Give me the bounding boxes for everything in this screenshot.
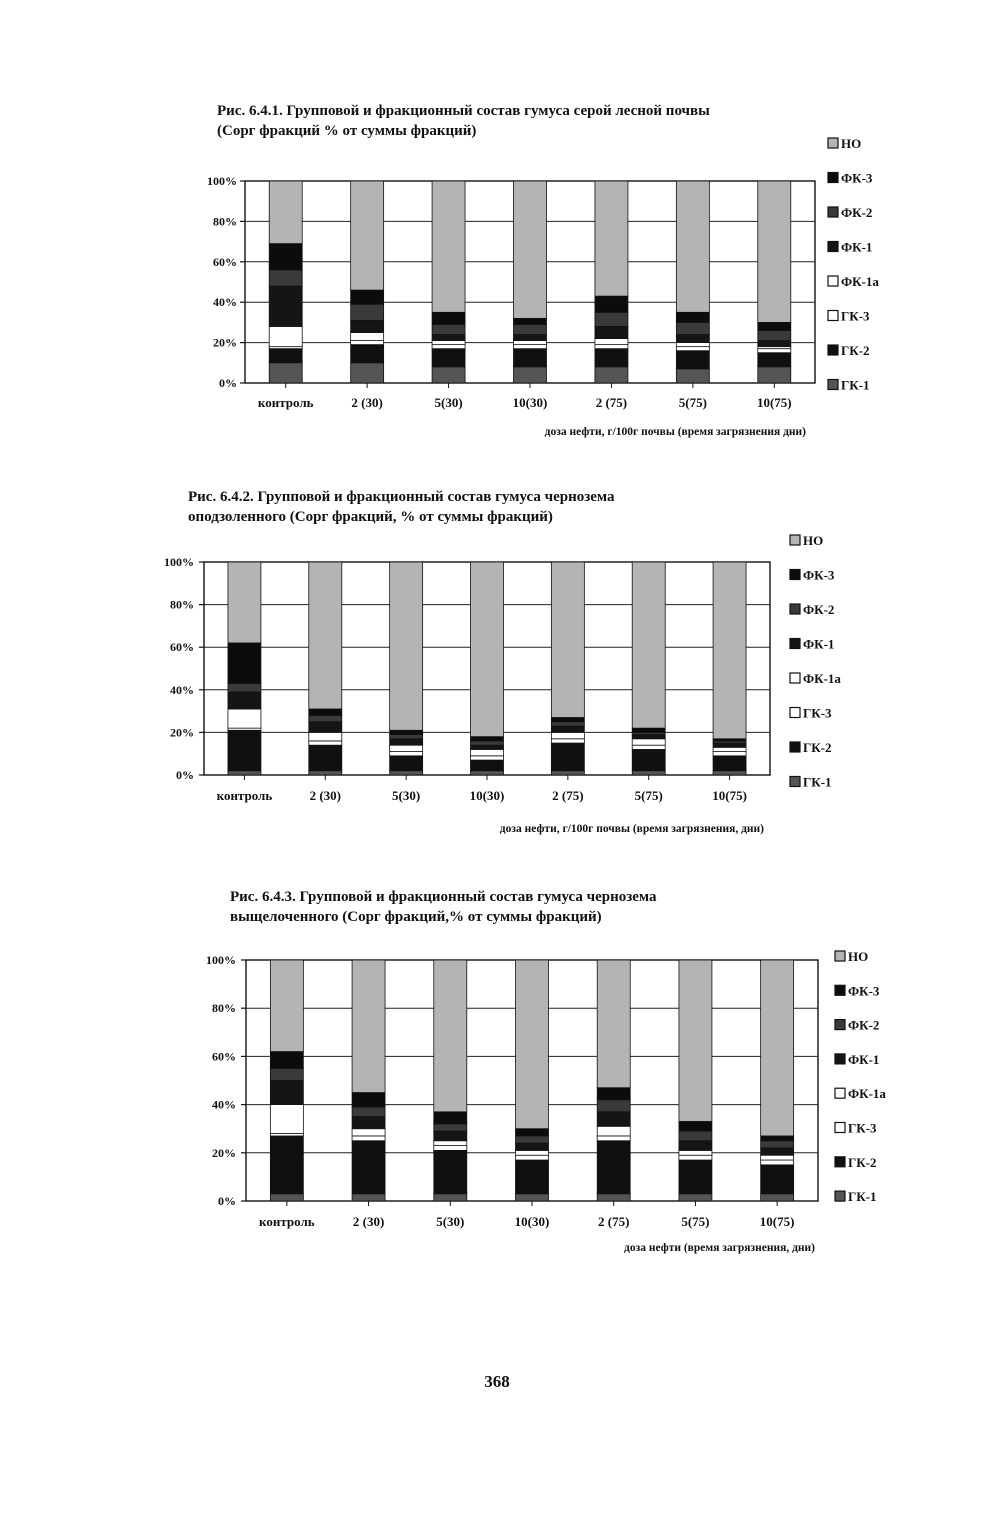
category-label-3: 5(30) — [392, 788, 421, 803]
bar-гк-1-4 — [516, 1194, 549, 1201]
bar-фк-2-6 — [679, 1131, 712, 1141]
bar-гк-3-1 — [270, 1134, 303, 1136]
bar-гк-3-5 — [551, 739, 584, 743]
figure-3-title-line2: выщелоченного (Сорг фракций,% от суммы фракций) — [230, 909, 602, 925]
bar-фк-1а-7 — [713, 747, 746, 751]
legend-swatch-фк-1 — [790, 639, 800, 649]
category-label-1: контроль — [216, 788, 273, 803]
bar-но-7 — [758, 181, 791, 322]
legend-label-гк-3: ГК-3 — [841, 308, 870, 324]
bar-но-6 — [679, 960, 712, 1121]
bar-фк-2-7 — [713, 741, 746, 743]
bar-фк-3-5 — [551, 717, 584, 721]
bar-но-2 — [352, 960, 385, 1093]
bar-гк-1-4 — [471, 771, 504, 775]
bar-гк-2-3 — [390, 756, 423, 771]
bar-фк-2-1 — [269, 270, 302, 286]
plot-area — [204, 562, 770, 775]
bar-гк-1-2 — [352, 1194, 385, 1201]
bar-гк-2-7 — [758, 353, 791, 367]
figure-2-title-line2: оподзоленного (Сорг фракций, % от суммы фракций) — [188, 509, 553, 525]
bar-гк-1-6 — [632, 771, 665, 775]
bar-но-2 — [351, 181, 384, 290]
bar-фк-1а-4 — [516, 1150, 549, 1155]
bar-фк-2-5 — [595, 312, 628, 326]
bar-гк-3-7 — [761, 1160, 794, 1165]
bar-но-5 — [595, 181, 628, 296]
bar-фк-1а-3 — [432, 341, 465, 345]
figure-2-title — [188, 487, 615, 527]
bar-гк-3-4 — [471, 756, 504, 760]
bar-гк-3-1 — [269, 347, 302, 349]
legend-label-гк-2: ГК-2 — [803, 740, 832, 755]
bar-фк-1а-4 — [471, 749, 504, 755]
bar-гк-1-3 — [434, 1194, 467, 1201]
legend-swatch-фк-2 — [790, 604, 800, 614]
bar-фк-1-2 — [309, 722, 342, 733]
bar-фк-1а-1 — [228, 709, 261, 728]
bar-гк-3-6 — [676, 347, 709, 351]
bar-но-5 — [551, 562, 584, 717]
legend-label-фк-2: ФК-2 — [848, 1017, 880, 1033]
bar-фк-3-1 — [228, 643, 261, 683]
legend-swatch-гк-2 — [835, 1157, 845, 1167]
category-label-3: 5(30) — [436, 1214, 465, 1229]
bar-фк-2-5 — [551, 722, 584, 726]
bar-гк-1-6 — [679, 1194, 712, 1201]
bar-но-4 — [516, 960, 549, 1129]
legend-swatch-фк-2 — [828, 207, 838, 217]
legend-label-фк-1: ФК-1 — [848, 1051, 880, 1067]
bar-но-5 — [597, 960, 630, 1088]
bar-фк-3-2 — [351, 290, 384, 304]
bar-фк-2-3 — [434, 1124, 467, 1131]
bar-гк-1-2 — [351, 363, 384, 383]
bar-фк-2-3 — [390, 735, 423, 739]
bar-гк-2-4 — [514, 349, 547, 367]
bar-гк-2-4 — [471, 760, 504, 771]
bar-фк-1а-3 — [434, 1141, 467, 1146]
bar-гк-1-7 — [761, 1194, 794, 1201]
bar-фк-3-6 — [679, 1121, 712, 1131]
bar-фк-3-4 — [516, 1129, 549, 1136]
bar-гк-2-6 — [632, 749, 665, 770]
bar-фк-1а-7 — [761, 1155, 794, 1160]
legend-label-гк-3: ГК-3 — [848, 1120, 877, 1136]
bar-но-4 — [514, 181, 547, 318]
bar-фк-1-5 — [595, 326, 628, 338]
bar-фк-1-7 — [761, 1148, 794, 1155]
bar-гк-3-3 — [390, 752, 423, 756]
x-axis-label: доза нефти, г/100г почвы (время загрязнения дни) — [544, 426, 806, 438]
bar-но-1 — [270, 960, 303, 1052]
y-tick-label: 80% — [213, 214, 237, 229]
bar-но-6 — [632, 562, 665, 728]
y-tick-label: 0% — [219, 376, 237, 390]
bar-фк-1а-5 — [551, 732, 584, 738]
bar-фк-2-4 — [471, 741, 504, 745]
y-tick-label: 100% — [206, 953, 236, 967]
legend-swatch-но — [835, 951, 845, 961]
bar-фк-1-3 — [434, 1131, 467, 1141]
bar-фк-3-4 — [471, 737, 504, 741]
bar-фк-3-5 — [595, 296, 628, 312]
bar-фк-2-7 — [761, 1141, 794, 1148]
y-tick-label: 60% — [170, 640, 194, 655]
bar-фк-1а-1 — [269, 326, 302, 346]
bar-гк-1-3 — [432, 367, 465, 383]
bar-гк-3-7 — [713, 752, 746, 756]
bar-фк-1-4 — [516, 1143, 549, 1150]
bar-гк-1-7 — [758, 367, 791, 383]
bar-фк-2-2 — [309, 715, 342, 721]
category-label-7: 10(75) — [756, 395, 792, 410]
bar-фк-2-6 — [676, 322, 709, 334]
bar-гк-2-7 — [761, 1165, 794, 1194]
legend-swatch-гк-3 — [835, 1123, 845, 1133]
bar-фк-2-5 — [597, 1100, 630, 1112]
bar-гк-1-2 — [309, 771, 342, 775]
bar-гк-1-3 — [390, 771, 423, 775]
bar-гк-1-4 — [514, 367, 547, 383]
legend-label-гк-2: ГК-2 — [841, 343, 870, 358]
bar-фк-1а-7 — [758, 347, 791, 349]
legend-label-но: НО — [803, 533, 824, 548]
bar-гк-1-5 — [595, 367, 628, 383]
bar-фк-1-5 — [597, 1112, 630, 1126]
legend-label-гк-3: ГК-3 — [803, 705, 832, 721]
legend-swatch-гк-2 — [790, 742, 800, 752]
bar-фк-3-3 — [434, 1112, 467, 1124]
figure-3-title-line1: Рис. 6.4.3. Групповой и фракционный состав гумуса чернозема — [230, 889, 657, 905]
y-tick-label: 60% — [213, 254, 237, 269]
bar-гк-1-5 — [597, 1194, 630, 1201]
bar-гк-1-1 — [228, 771, 261, 775]
bar-фк-3-7 — [761, 1136, 794, 1141]
bar-фк-3-1 — [269, 244, 302, 270]
bar-гк-2-3 — [432, 349, 465, 367]
legend-swatch-фк-1а — [835, 1088, 845, 1098]
x-axis-label: доза нефти, г/100г почвы (время загрязнения, дни) — [499, 823, 764, 835]
y-tick-label: 60% — [212, 1049, 236, 1064]
category-label-6: 5(75) — [681, 1214, 710, 1229]
bar-гк-2-6 — [679, 1160, 712, 1194]
legend-label-фк-3: ФК-3 — [803, 567, 835, 583]
legend-label-фк-1: ФК-1 — [803, 636, 835, 652]
bar-гк-2-5 — [597, 1141, 630, 1194]
legend-swatch-гк-1 — [828, 380, 838, 390]
bar-фк-1-3 — [432, 335, 465, 341]
legend-label-фк-1а: ФК-1а — [803, 671, 841, 686]
bar-фк-2-3 — [432, 324, 465, 334]
bar-гк-1-6 — [676, 369, 709, 383]
bar-гк-3-1 — [228, 728, 261, 730]
bar-фк-3-5 — [597, 1088, 630, 1100]
figure-1-title-line1: Рис. 6.4.1. Групповой и фракционный состав гумуса серой лесной почвы — [217, 103, 710, 119]
bar-гк-2-5 — [595, 349, 628, 367]
bar-фк-3-6 — [632, 728, 665, 732]
bar-фк-2-1 — [228, 683, 261, 692]
bar-фк-2-2 — [351, 304, 384, 320]
bar-фк-1-1 — [269, 286, 302, 326]
bar-фк-3-2 — [352, 1093, 385, 1107]
bar-фк-1-4 — [471, 745, 504, 749]
category-label-4: 10(30) — [469, 788, 505, 803]
bar-фк-1-1 — [270, 1081, 303, 1105]
plot-area — [246, 960, 818, 1201]
bar-гк-2-1 — [228, 730, 261, 770]
bar-гк-3-2 — [309, 741, 342, 745]
bar-гк-3-7 — [758, 349, 791, 353]
category-label-4: 10(30) — [512, 395, 548, 410]
bar-гк-3-4 — [514, 345, 547, 349]
legend-swatch-гк-1 — [790, 777, 800, 787]
bar-гк-1-1 — [270, 1194, 303, 1201]
category-label-6: 5(75) — [678, 395, 707, 410]
y-tick-label: 40% — [170, 682, 194, 697]
bar-фк-1-7 — [713, 743, 746, 747]
legend-label-фк-1а: ФК-1а — [848, 1086, 886, 1102]
legend-swatch-гк-2 — [828, 345, 838, 355]
bar-фк-1-7 — [758, 341, 791, 347]
bar-гк-3-3 — [434, 1146, 467, 1151]
y-tick-label: 20% — [170, 725, 194, 740]
bar-но-7 — [761, 960, 794, 1136]
bar-фк-3-3 — [390, 730, 423, 734]
legend-label-фк-3: ФК-3 — [841, 170, 873, 186]
plot-area — [245, 181, 815, 383]
bar-фк-2-4 — [516, 1136, 549, 1143]
bar-но-3 — [432, 181, 465, 312]
bar-фк-3-4 — [514, 318, 547, 324]
bar-но-6 — [676, 181, 709, 312]
bar-фк-1а-3 — [390, 745, 423, 751]
y-tick-label: 100% — [164, 555, 194, 569]
x-axis-label: доза нефти (время загрязнения, дни) — [624, 1242, 815, 1254]
bar-фк-2-1 — [270, 1068, 303, 1080]
category-label-4: 10(30) — [514, 1214, 550, 1229]
bar-фк-1-6 — [632, 735, 665, 739]
y-tick-label: 100% — [207, 174, 237, 188]
bar-гк-1-1 — [269, 363, 302, 383]
legend-swatch-фк-1а — [828, 276, 838, 286]
category-label-7: 10(75) — [712, 788, 747, 803]
bar-гк-3-6 — [679, 1155, 712, 1160]
category-label-2: 2 (30) — [351, 395, 383, 410]
bar-фк-1-6 — [676, 335, 709, 343]
bar-гк-2-2 — [309, 745, 342, 771]
bar-фк-1а-5 — [595, 339, 628, 345]
category-label-2: 2 (30) — [309, 788, 341, 803]
bar-но-4 — [471, 562, 504, 737]
y-tick-label: 40% — [213, 295, 237, 310]
category-label-3: 5(30) — [434, 395, 463, 410]
legend-label-фк-3: ФК-3 — [848, 983, 880, 999]
bar-фк-1а-2 — [351, 333, 384, 341]
y-tick-label: 20% — [212, 1145, 236, 1160]
legend-swatch-фк-1 — [835, 1054, 845, 1064]
legend-swatch-фк-2 — [835, 1020, 845, 1030]
legend-label-фк-1: ФК-1 — [841, 239, 873, 255]
bar-фк-1а-1 — [270, 1105, 303, 1134]
bar-гк-2-2 — [351, 345, 384, 363]
legend-swatch-фк-3 — [835, 985, 845, 995]
category-label-7: 10(75) — [759, 1214, 795, 1229]
category-label-1: контроль — [257, 395, 314, 410]
bar-но-1 — [269, 181, 302, 244]
legend-swatch-гк-3 — [828, 311, 838, 321]
legend-label-гк-1: ГК-1 — [848, 1189, 877, 1205]
bar-гк-1-7 — [713, 771, 746, 775]
bar-фк-1а-4 — [514, 341, 547, 345]
bar-фк-2-2 — [352, 1107, 385, 1117]
figure-1-title — [217, 101, 710, 141]
legend-swatch-но — [828, 138, 838, 148]
bar-фк-1-5 — [551, 726, 584, 732]
y-tick-label: 20% — [213, 335, 237, 350]
legend-swatch-но — [790, 535, 800, 545]
legend-label-гк-1: ГК-1 — [841, 377, 870, 393]
bar-гк-3-5 — [597, 1136, 630, 1141]
bar-но-3 — [434, 960, 467, 1112]
figure-1-title-line2: (Сорг фракций % от суммы фракций) — [217, 123, 477, 139]
legend-label-фк-2: ФК-2 — [803, 602, 835, 617]
y-tick-label: 40% — [212, 1097, 236, 1112]
bar-фк-1а-6 — [679, 1150, 712, 1155]
bar-фк-1а-2 — [352, 1129, 385, 1136]
page-number: 368 — [484, 1372, 510, 1391]
bar-фк-1-3 — [390, 739, 423, 745]
legend-swatch-гк-3 — [790, 708, 800, 718]
legend-label-фк-2: ФК-2 — [841, 205, 873, 220]
legend-label-фк-1а: ФК-1а — [841, 274, 879, 289]
bar-фк-1-2 — [352, 1117, 385, 1129]
legend-label-гк-2: ГК-2 — [848, 1154, 877, 1170]
category-label-5: 2 (75) — [595, 395, 628, 410]
bar-гк-2-1 — [270, 1136, 303, 1194]
bar-гк-3-2 — [352, 1136, 385, 1141]
bar-гк-2-7 — [713, 756, 746, 771]
bar-фк-3-2 — [309, 709, 342, 715]
legend-swatch-фк-1 — [828, 242, 838, 252]
bar-гк-2-4 — [516, 1160, 549, 1194]
bar-фк-1-6 — [679, 1141, 712, 1151]
category-label-1: контроль — [259, 1214, 315, 1229]
bar-фк-3-3 — [432, 312, 465, 324]
bar-гк-2-5 — [551, 743, 584, 771]
bar-фк-1а-6 — [676, 343, 709, 347]
legend-swatch-гк-1 — [835, 1191, 845, 1201]
legend-label-но: НО — [848, 949, 869, 964]
bar-фк-3-6 — [676, 312, 709, 322]
bar-фк-1-1 — [228, 692, 261, 709]
bar-гк-3-5 — [595, 345, 628, 349]
bar-но-2 — [309, 562, 342, 709]
category-label-5: 2 (75) — [552, 788, 584, 803]
bar-гк-1-5 — [551, 771, 584, 775]
bar-гк-3-2 — [351, 341, 384, 345]
bar-но-1 — [228, 562, 261, 643]
bar-фк-3-1 — [270, 1052, 303, 1069]
bar-фк-1а-6 — [632, 739, 665, 745]
figure-3-title — [230, 887, 657, 927]
bar-фк-1а-2 — [309, 732, 342, 741]
y-tick-label: 80% — [212, 1001, 236, 1016]
legend-label-гк-1: ГК-1 — [803, 774, 832, 790]
bar-но-3 — [390, 562, 423, 730]
bar-гк-3-4 — [516, 1155, 549, 1160]
bar-гк-2-6 — [676, 351, 709, 369]
bar-гк-2-2 — [352, 1141, 385, 1194]
bar-фк-1-4 — [514, 335, 547, 341]
bar-фк-3-7 — [713, 739, 746, 741]
y-tick-label: 0% — [176, 768, 194, 782]
bar-фк-2-7 — [758, 330, 791, 340]
bar-фк-3-7 — [758, 322, 791, 330]
legend-swatch-фк-3 — [828, 173, 838, 183]
figure-2-title-line1: Рис. 6.4.2. Групповой и фракционный состав гумуса чернозема — [188, 489, 615, 505]
bar-фк-2-6 — [632, 732, 665, 734]
y-tick-label: 0% — [218, 1194, 236, 1208]
bar-но-7 — [713, 562, 746, 739]
bar-гк-3-3 — [432, 345, 465, 349]
bar-фк-1-2 — [351, 320, 384, 332]
category-label-5: 2 (75) — [598, 1214, 630, 1229]
bar-гк-3-6 — [632, 745, 665, 749]
legend-swatch-фк-3 — [790, 570, 800, 580]
legend-label-но: НО — [841, 136, 862, 151]
bar-гк-2-3 — [434, 1150, 467, 1193]
bar-гк-2-1 — [269, 349, 302, 363]
bar-фк-1а-5 — [597, 1126, 630, 1136]
y-tick-label: 80% — [170, 597, 194, 612]
category-label-2: 2 (30) — [352, 1214, 385, 1229]
bar-фк-2-4 — [514, 324, 547, 334]
legend-swatch-фк-1а — [790, 673, 800, 683]
category-label-6: 5(75) — [634, 788, 663, 803]
